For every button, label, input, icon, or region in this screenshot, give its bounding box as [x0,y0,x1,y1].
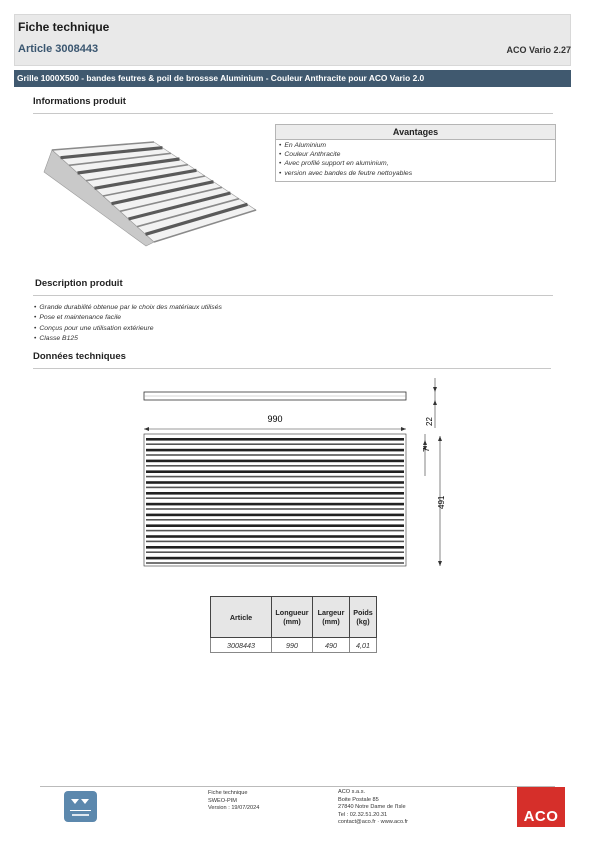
footer-line: Boite Postale 85 [338,796,379,803]
technical-drawing [140,376,445,572]
plan-bar [146,470,404,473]
list-item: • version avec bandes de feutre nettoyables [279,169,412,178]
advantages-box [275,124,556,182]
article-number: Article 3008443 [18,43,99,55]
table-cell: 4,01 [350,638,377,653]
footer-divider [40,786,555,787]
plan-bar [146,557,404,560]
dimension-height: 22 [425,417,434,426]
plan-bar [146,551,404,553]
plan-bar [146,497,404,499]
brand-badge-logo [64,791,97,822]
dimension-width: 491 [437,495,446,509]
page-title: Fiche technique [18,20,110,34]
footer-line: SWEO-PIM [208,797,237,804]
plan-bar [146,514,404,517]
footer-line: ACO s.a.s. [338,789,366,795]
section-divider [33,368,551,369]
advantages-list [279,141,412,178]
table-header: Poids (kg) [350,597,377,638]
product-image [38,138,260,248]
table-row [211,638,377,653]
plan-bar [146,503,404,506]
plan-bar [146,476,404,478]
footer-company-info [338,789,408,827]
dimension-pitch: 7 [422,447,431,452]
footer-line: contact@aco.fr · www.aco.fr [338,819,409,826]
section-divider [33,295,553,296]
table-header: Longueur (mm) [272,597,313,638]
plan-bar [146,524,404,527]
plan-bar [146,530,404,532]
table-header: Largeur (mm) [313,597,350,638]
table-cell: 3008443 [211,638,272,653]
list-item: • Classe B125 [34,334,222,344]
plan-bar [146,460,404,463]
plan-bar [146,487,404,489]
plan-bar [146,443,404,445]
section-title-description: Description produit [35,278,123,289]
footer-line: 27840 Notre Dame de l'Isle [338,804,406,811]
plan-bar [146,454,404,456]
list-item: • En Aluminium [279,141,412,150]
list-item: • Couleur Anthracite [279,150,412,159]
plan-bar [146,519,404,521]
list-item: • Grande durabilité obtenue par le choix des matériaux utilisés [34,303,222,313]
table-header-row [211,597,377,638]
section-title-info: Informations produit [33,96,126,107]
advantages-title: Avantages [276,125,555,140]
brand-badge-icon [64,791,97,822]
section-title-technical: Données techniques [33,351,126,362]
product-line: ACO Vario 2.27 [506,45,571,55]
plan-bar [146,492,404,495]
plan-bar [146,481,404,484]
plan-bar [146,562,404,564]
list-item: • Avec profilé support en aluminium, [279,159,412,168]
description-list [34,303,222,344]
table-header: Article [211,597,272,638]
plan-bar [146,535,404,538]
footer-line: Version : 19/07/2024 [208,805,260,812]
footer-document-info [208,790,259,813]
aco-logo-text: ACO [523,808,559,825]
list-item: • Pose et maintenance facile [34,313,222,323]
spec-table [210,596,377,653]
plan-bar [146,465,404,467]
section-divider [33,113,553,114]
footer-line: Fiche technique [208,790,248,796]
plan-bar [146,508,404,510]
list-item: • Conçus pour une utilisation extérieure [34,324,222,334]
product-band: Grille 1000X500 - bandes feutres & poil de brossse Aluminium - Couleur Anthracite pour ACO Vario 2.0 [14,70,571,87]
table-cell: 490 [313,638,350,653]
plan-bar [146,449,404,452]
plan-bar [146,546,404,549]
plan-bar [146,438,404,441]
footer-line: Tel : 02.32.51.20.31 [338,811,388,818]
plan-bar [146,541,404,543]
dimension-length: 990 [267,414,283,424]
table-cell: 990 [272,638,313,653]
aco-logo [517,787,565,827]
